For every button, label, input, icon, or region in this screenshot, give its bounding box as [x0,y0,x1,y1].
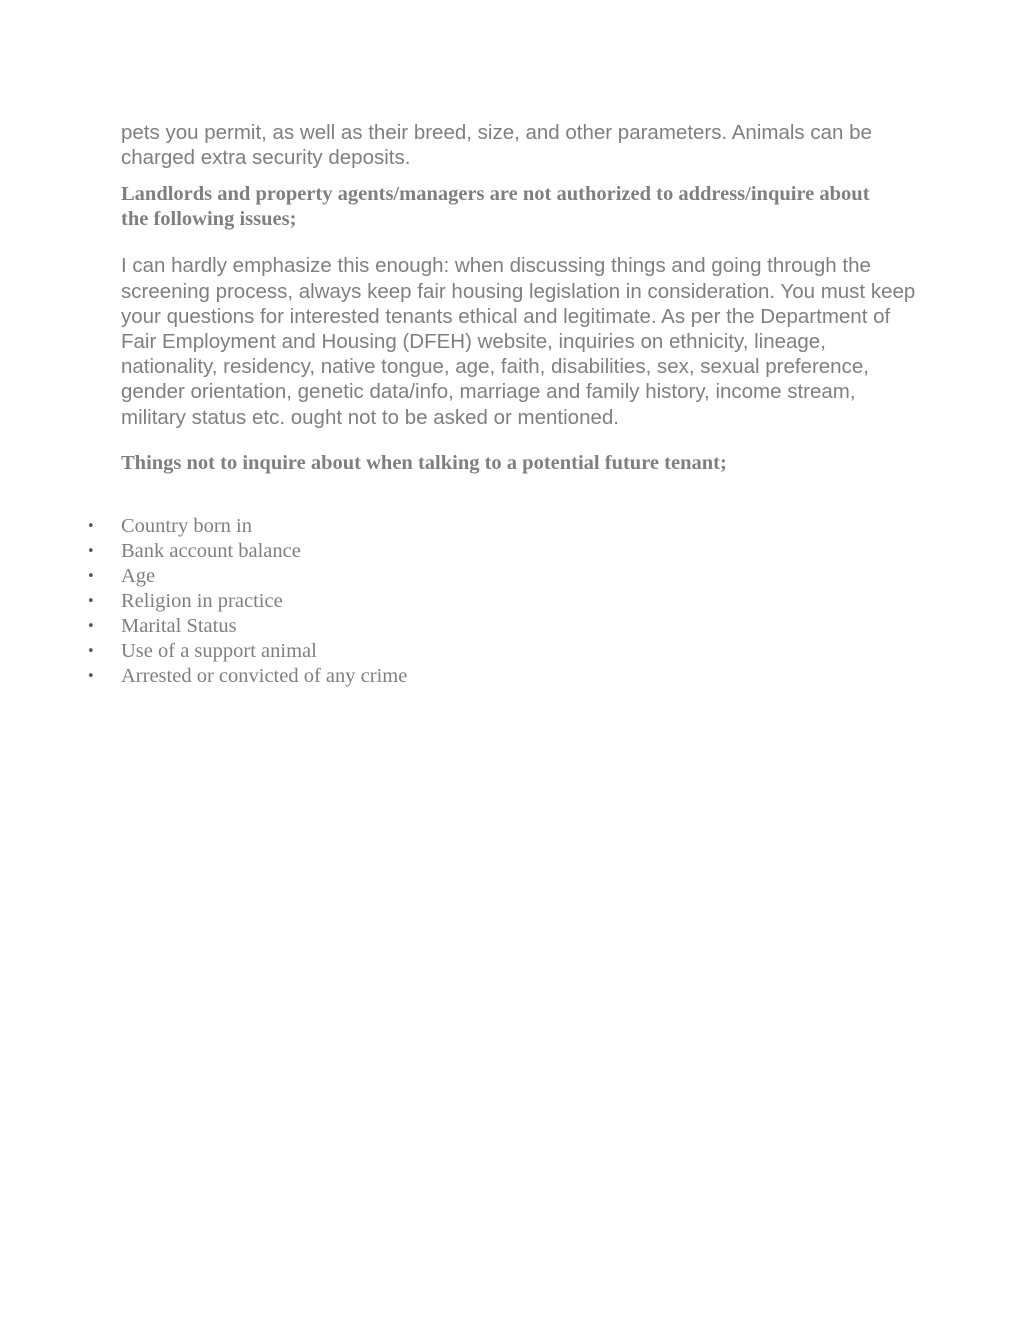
bullet-icon: • [87,594,95,609]
list-item [0,614,1024,639]
bullet-icon: • [87,569,95,584]
bullet-list [0,514,1024,689]
fair-housing-paragraph: I can hardly emphasize this enough: when discussing things and going through the screening process, always keep fair housing legislation in consideration. You must keep your questions for interested tenants ethical and legitimate. As per the Department of Fair Employment and Housing (DFEH) website, inquiries on ethnicity, lineage, nationality, residency, native tongue, age, faith, disabilities, sex, sexual preference, gender orientation, genetic data/info, marriage and family history, income stream, military status etc. ought not to be asked or mentioned. [121,254,916,429]
document-body [121,120,921,497]
list-item-label: Age [121,565,156,587]
list-item-label: Bank account balance [121,540,301,562]
bullet-icon: • [87,519,95,534]
bullet-icon: • [87,644,95,659]
list-item-label: Marital Status [121,615,237,637]
list-item-label: Country born in [121,515,252,537]
list-item [0,589,1024,614]
list-item-label: Use of a support animal [121,640,317,662]
bullet-icon: • [87,544,95,559]
list-item [0,664,1024,689]
intro-paragraph: pets you permit, as well as their breed, size, and other parameters. Animals can be charged extra security deposits. [121,121,872,170]
list-item [0,639,1024,664]
section-heading-landlords: Landlords and property agents/managers are not authorized to address/inquire about the following issues; [121,183,870,231]
list-item [0,564,1024,589]
list-item-label: Arrested or convicted of any crime [121,665,408,687]
list-item-label: Religion in practice [121,590,283,612]
bullet-icon: • [87,669,95,684]
section-heading-things: Things not to inquire about when talking to a potential future tenant; [121,451,727,474]
bullet-icon: • [87,619,95,634]
list-item [0,539,1024,564]
list-item [0,514,1024,539]
